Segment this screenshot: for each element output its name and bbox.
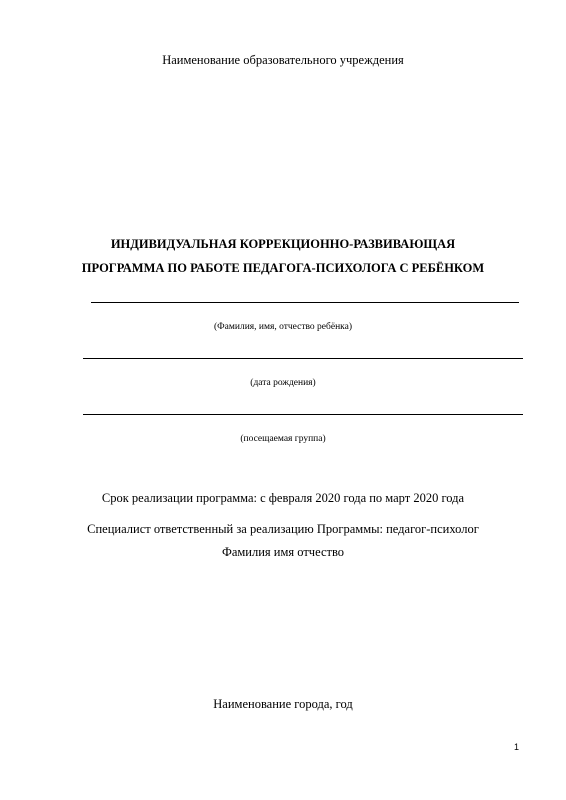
city-year: Наименование города, год [213,697,353,711]
responsible-specialist: Специалист ответственный за реализацию Программы: педагог-психолог [87,522,479,536]
specialist-name: Фамилия имя отчество [221,545,345,559]
program-title-line-1: ИНДИВИДУАЛЬНАЯ КОРРЕКЦИОННО-РАЗВИВАЮЩАЯ [110,237,456,251]
page-number: 1 [514,742,520,752]
child-name-blank-line [91,302,519,303]
group-blank-line [83,414,523,415]
program-title-line-2: ПРОГРАММА ПО РАБОТЕ ПЕДАГОГА-ПСИХОЛОГА С РЕБЁНКОМ [81,261,485,275]
institution-name: Наименование образовательного учреждения [162,53,404,67]
child-name-caption: (Фамилия, имя, отчество ребёнка) [213,322,352,332]
program-term: Срок реализации программа: с февраля 2020 года по март 2020 года [101,491,465,505]
birth-date-caption: (дата рождения) [250,378,316,388]
birth-date-blank-line [83,358,523,359]
group-caption: (посещаемая группа) [240,434,326,444]
